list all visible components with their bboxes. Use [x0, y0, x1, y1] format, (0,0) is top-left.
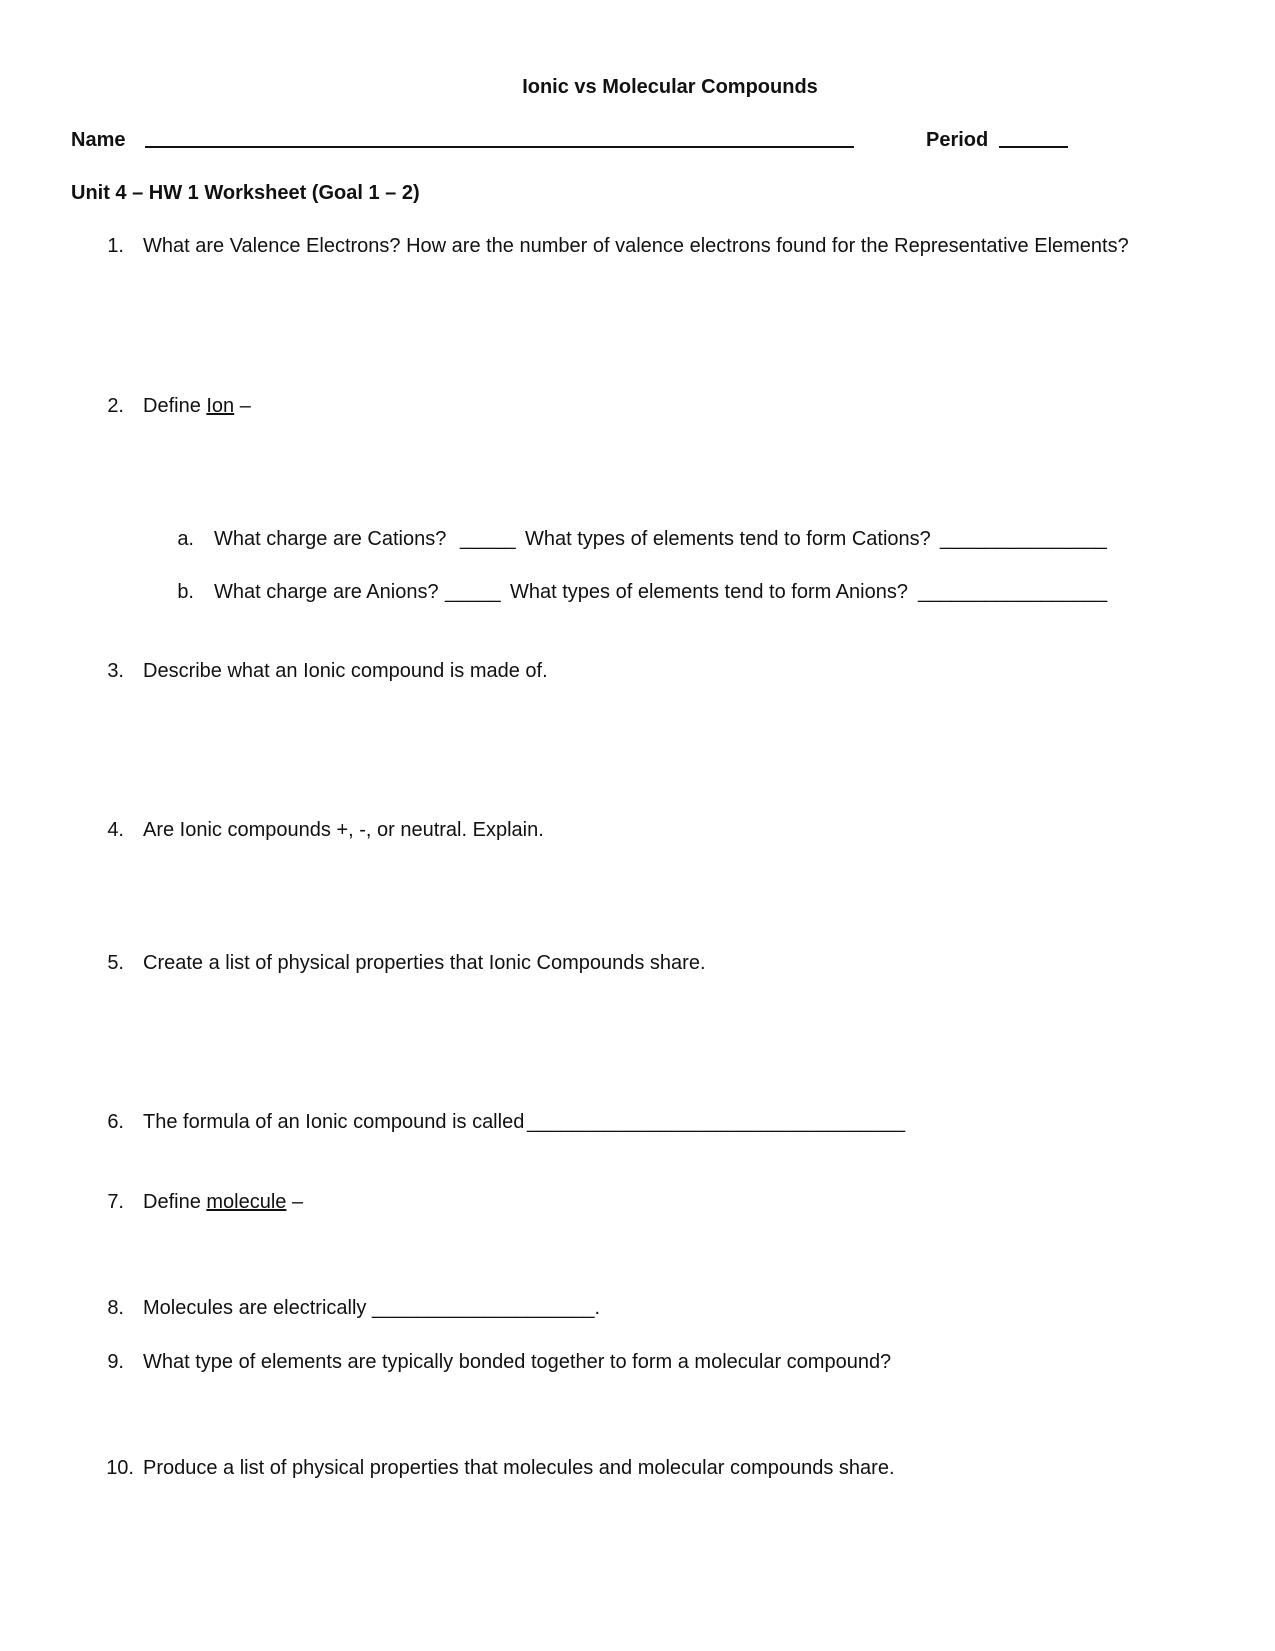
subquestion-letter-a: a. — [177, 528, 194, 550]
subquestion-b-text-1: What charge are Anions? — [214, 581, 439, 603]
name-field[interactable] — [145, 146, 854, 148]
anion-elements-blank[interactable]: _________________ — [918, 581, 1108, 603]
subquestion-a-text-2: What types of elements tend to form Cations? — [525, 528, 931, 550]
question-number-8: 8. — [107, 1297, 124, 1319]
question-number-10: 10. — [106, 1457, 134, 1479]
ionic-formula-blank[interactable]: __________________________________ — [527, 1111, 906, 1133]
name-label: Name — [71, 129, 126, 151]
question-1-text: What are Valence Electrons? How are the number of valence electrons found for the Representative Elements? — [143, 235, 1129, 257]
question-7-suffix: – — [286, 1191, 304, 1213]
question-4-text: Are Ionic compounds +, -, or neutral. Explain. — [143, 819, 544, 841]
question-2-suffix: – — [234, 395, 251, 417]
cation-charge-blank[interactable]: _____ — [460, 528, 516, 550]
question-number-9: 9. — [107, 1351, 124, 1373]
question-3-text: Describe what an Ionic compound is made of. — [143, 660, 548, 682]
question-7-prefix: Define — [143, 1191, 207, 1213]
question-8-period: . — [594, 1297, 601, 1319]
page-title: Ionic vs Molecular Compounds — [522, 76, 818, 98]
term-ion: Ion — [206, 395, 235, 417]
electrical-charge-blank-line[interactable]: ____________________ — [372, 1297, 595, 1319]
subquestion-b-text-2: What types of elements tend to form Anions? — [510, 581, 908, 603]
question-number-5: 5. — [107, 952, 124, 974]
period-label: Period — [926, 129, 989, 151]
term-molecule: molecule — [206, 1191, 287, 1213]
question-number-1: 1. — [107, 235, 124, 257]
question-8-text: Molecules are electrically — [143, 1297, 367, 1319]
question-6-text: The formula of an Ionic compound is called — [143, 1111, 525, 1133]
question-2-text — [143, 395, 251, 418]
question-5-text: Create a list of physical properties that Ionic Compounds share. — [143, 952, 706, 974]
period-field[interactable] — [999, 146, 1068, 148]
cation-elements-blank[interactable]: _______________ — [940, 528, 1107, 550]
question-number-3: 3. — [107, 660, 124, 682]
question-10-text: Produce a list of physical properties that molecules and molecular compounds share. — [143, 1457, 895, 1479]
question-number-2: 2. — [107, 395, 124, 417]
question-number-4: 4. — [107, 819, 124, 841]
question-7-text — [143, 1191, 303, 1214]
question-number-7: 7. — [107, 1191, 124, 1213]
electrical-charge-blank[interactable] — [372, 1297, 600, 1320]
subquestion-letter-b: b. — [177, 581, 194, 603]
question-number-6: 6. — [107, 1111, 124, 1133]
subquestion-a-text-1: What charge are Cations? — [214, 528, 447, 550]
anion-charge-blank[interactable]: _____ — [445, 581, 501, 603]
question-2-prefix: Define — [143, 395, 207, 417]
question-9-text: What type of elements are typically bonded together to form a molecular compound? — [143, 1351, 892, 1373]
worksheet-subtitle: Unit 4 – HW 1 Worksheet (Goal 1 – 2) — [71, 182, 420, 204]
